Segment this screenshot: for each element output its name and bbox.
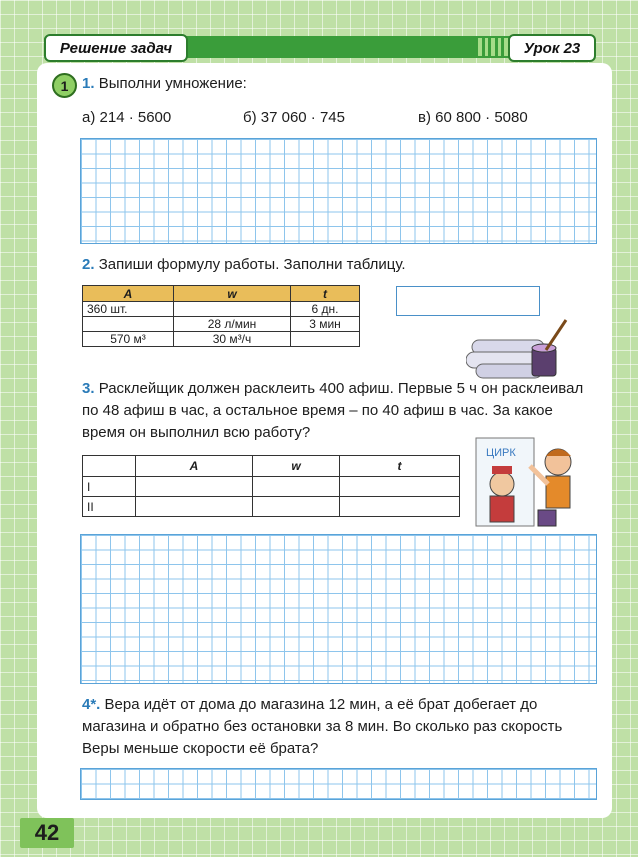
table-row	[83, 317, 360, 332]
page-number: 42	[20, 818, 74, 848]
header-w: w	[174, 286, 291, 302]
task3-grid[interactable]	[80, 534, 597, 684]
cell[interactable]: 6 дн.	[291, 302, 360, 317]
task2-text: Запиши формулу работы. Заполни таблицу.	[98, 256, 406, 273]
task1-item-a: а) 214 · 5600	[82, 109, 172, 126]
cell[interactable]: 570 м³	[83, 332, 174, 347]
formula-box[interactable]	[396, 286, 540, 316]
cell[interactable]	[136, 497, 253, 517]
task1-grid[interactable]	[80, 138, 597, 244]
cell[interactable]	[291, 332, 360, 347]
header-w: w	[253, 456, 340, 477]
task4-line-2: магазина и обратно без остановки за 8 мин. Во сколько раз скорость	[82, 718, 563, 735]
header-t: t	[291, 286, 360, 302]
task3-line-1	[82, 378, 583, 400]
task2-heading	[82, 254, 406, 276]
task3-line-2: по 48 афиш в час, а остальное время – по 40 афиш в час. За какое	[82, 402, 553, 419]
cell[interactable]	[340, 477, 460, 497]
task3-text: Расклейщик должен расклеить 400 афиш. Первые 5 ч он расклеивал	[98, 380, 584, 397]
task4-line-3: Веры меньше скорости её брата?	[82, 740, 319, 757]
task1-number: 1.	[82, 75, 95, 92]
header-A: A	[136, 456, 253, 477]
poster-text: ЦИРК	[486, 447, 516, 459]
cell[interactable]	[253, 477, 340, 497]
cell[interactable]	[83, 317, 174, 332]
row-label-I: I	[83, 477, 136, 497]
task1-heading	[82, 73, 247, 95]
exercise-badge: 1	[52, 73, 77, 98]
table-row	[83, 497, 460, 517]
header-empty	[83, 456, 136, 477]
table-row	[83, 477, 460, 497]
table-row	[83, 302, 360, 317]
lesson-title: Урок 23	[508, 34, 596, 62]
cell[interactable]	[340, 497, 460, 517]
task1-text: Выполни умножение:	[98, 75, 247, 92]
task3-line-3: время он выполнил всю работу?	[82, 424, 311, 441]
cell[interactable]: 3 мин	[291, 317, 360, 332]
task3-table	[82, 455, 460, 517]
cell[interactable]	[174, 302, 291, 317]
task1-item-b: б) 37 060 · 745	[243, 109, 345, 126]
task2-table	[82, 285, 360, 347]
section-title: Решение задач	[44, 34, 188, 62]
task4-text: Вера идёт от дома до магазина 12 мин, а её брат добегает до	[104, 696, 538, 713]
header-ticks	[478, 38, 508, 56]
cell[interactable]: 30 м³/ч	[174, 332, 291, 347]
task4-line-1	[82, 694, 537, 716]
task4-grid[interactable]	[80, 768, 597, 800]
task3-number: 3.	[82, 380, 95, 397]
table-header-row	[83, 286, 360, 302]
header-A: A	[83, 286, 174, 302]
task1-item-c: в) 60 800 · 5080	[418, 109, 528, 126]
paint-rolls-illustration	[466, 318, 576, 380]
cell[interactable]	[253, 497, 340, 517]
cell[interactable]	[136, 477, 253, 497]
poster-boy-illustration	[472, 432, 584, 530]
row-label-II: II	[83, 497, 136, 517]
cell[interactable]: 360 шт.	[83, 302, 174, 317]
task2-number: 2.	[82, 256, 95, 273]
cell[interactable]: 28 л/мин	[174, 317, 291, 332]
task4-number: 4*.	[82, 696, 101, 713]
table-header-row	[83, 456, 460, 477]
header-t: t	[340, 456, 460, 477]
table-row	[83, 332, 360, 347]
